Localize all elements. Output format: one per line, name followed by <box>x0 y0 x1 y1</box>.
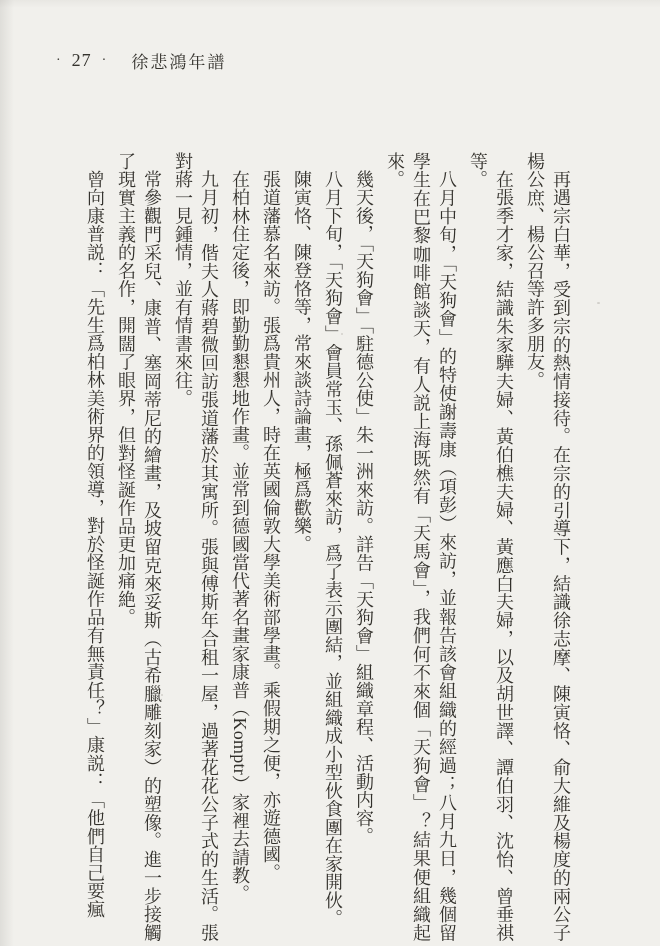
book-title: 徐悲鴻年譜 <box>131 53 227 72</box>
paragraph: 曾向康普説：「先生爲柏林美術界的領導，對於怪誕作品有無責任？」康説：「他們自己要瘋 <box>85 170 105 919</box>
paragraph: 八月下旬，「天狗會」會員常玉、孫佩蒼來訪，爲了表示團結，並組織成小型伙食團在家開伙。 <box>323 170 343 928</box>
folio-dot-right: · <box>101 52 108 68</box>
paragraph: 常參觀門采兒、康普、塞岡蒂尼的繪畫，及坡留克來妥斯（古希臘雕刻家）的塑像。進一步接觸了現實主義的名作，開闊了眼界，但對怪誕作品更加痛絶。 <box>116 152 162 942</box>
paragraph: 再遇宗白華，受到宗的熱情接待。在宗的引導下，結識徐志摩、陳寅恪、俞大維及楊度的兩公子楊公庶、楊公召等許多朋友。 <box>525 152 571 942</box>
folio-dot-left: · <box>56 52 62 68</box>
paragraph: 九月初，偕夫人蔣碧微回訪張道藩於其寓所。張與傅斯年合租一屋，過著花花公子式的生活。張對蔣一見鍾情，並有情書來往。 <box>173 152 219 942</box>
paragraph: 八月中旬，「天狗會」的特使謝壽康（項彭）來訪，並報告該會組織的經過；八月九日，幾個留學生在巴黎咖啡館談天，有人説上海既然有「天馬會」，我們何不來個「天狗會」？結果便組織起來。 <box>385 152 457 942</box>
paragraph: 陳寅恪、陳登恪等，常來談詩論畫，極爲歡樂。 <box>292 170 312 554</box>
paragraph: 在柏林住定後，即勤勤懇懇地作畫。並常到德國當代著名畫家康普（Komptr）家裡去請教。 <box>230 170 250 903</box>
paragraph: 在張季才家，結識朱家驊夫婦、黃伯樵夫婦、黃應白夫婦，以及胡世譯、譚伯羽、沈怡、曾垂祺等。 <box>468 152 514 942</box>
page-number: 27 <box>71 50 92 70</box>
running-head <box>56 48 226 73</box>
paragraph: 張道藩慕名來訪。張爲貴州人，時在英國倫敦大學美術部學畫。乘假期之便，亦遊德國。 <box>261 170 281 882</box>
vertical-text-body <box>82 152 574 942</box>
scan-speck <box>597 302 600 304</box>
paragraph: 幾天後，「天狗會」「駐德公使」朱一洲來訪。詳告「天狗會」組織章程、活動内容。 <box>354 170 374 846</box>
